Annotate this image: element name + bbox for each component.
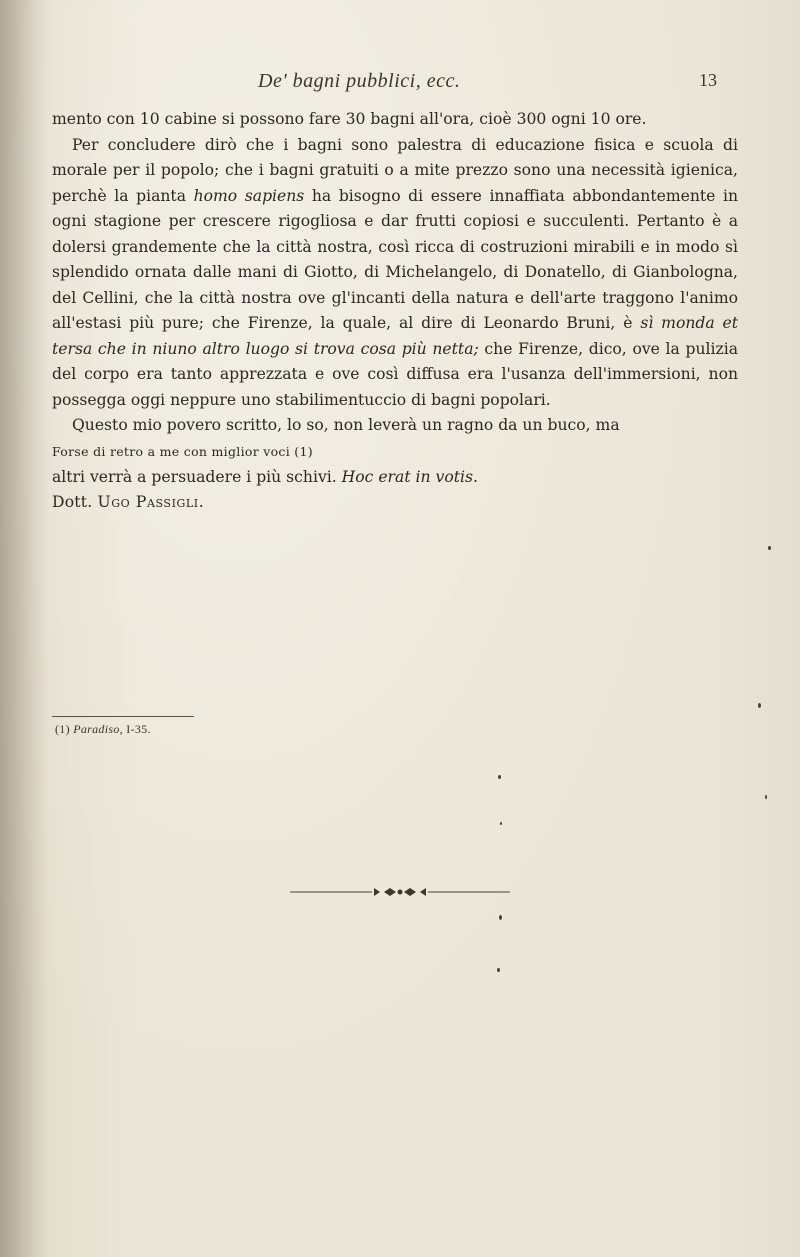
binding-shadow (0, 0, 48, 1257)
paper-speck (499, 915, 502, 920)
page-number: 13 (699, 70, 717, 90)
running-title: De' bagni pubblici, ecc. (258, 70, 461, 92)
paper-speck (500, 822, 502, 825)
paragraph-2-text-a: Per concludere dirò che i bagni sono palestra di educazione fisica e scuola di morale per il popolo; che i bagni gratuiti o a mite prezzo sono una necessità igienica, perchè la pianta (52, 135, 738, 205)
paragraph-1-text: mento con 10 cabine si possono fare 30 bagni all'ora, cioè 300 ogni 10 ore. (52, 110, 647, 128)
author-name: Ugo Passigli. (97, 493, 205, 511)
latin-phrase: Hoc erat in votis. (341, 467, 478, 486)
paper-speck (498, 775, 501, 779)
footnote-ref: I-35. (126, 722, 151, 736)
body-text (52, 107, 738, 516)
homo-sapiens-term: homo sapiens (193, 186, 305, 205)
footnote-source: Paradiso, (73, 722, 123, 736)
paper-speck (497, 968, 500, 972)
dante-verse (52, 439, 738, 465)
paragraph-2 (52, 133, 738, 414)
paragraph-4-text: altri verrà a persuadere i più schivi. (52, 467, 342, 486)
author-signature (52, 490, 738, 516)
bruni-quote: sì monda et tersa che in niuno altro luogo si trova cosa più netta; (52, 314, 738, 358)
paragraph-3-text: Questo mio povero scritto, lo so, non leverà un ragno da un buco, ma (72, 416, 620, 434)
paper-speck (765, 795, 767, 799)
page-header (0, 66, 800, 96)
paper-speck (758, 703, 761, 708)
paragraph-2-text-c: che Firenze, dico, ove la pulizia del corpo era tanto apprezzata e ove così diffusa era l'usanza dell'immersioni, non possegga oggi neppure uno stabilimentuccio di bagni popolari. (52, 339, 739, 409)
paragraph-1 (52, 107, 738, 133)
paragraph-3 (52, 413, 738, 439)
paragraph-2-text-b: ha bisogno di essere innaffiata abbondantemente in ogni stagione per crescere rigogliosa e dar frutti copiosi e succulenti. Pertanto è a dolersi grandemente che la città nostra, così ricca di costruzioni mirabili e in modo sì splendido ornata dalle mani di Giotto, di Michelangelo, di Donatello, di Gianbologna, del Cellini, che la città nostra ove gl'incanti della natura e dell'arte traggono l'animo all'estasi più pure; che Firenze, la quale, al dire di Leonardo Bruni, è (52, 186, 738, 332)
end-ornament-icon (290, 885, 510, 899)
paper-speck (768, 546, 771, 550)
footnote-rule (52, 716, 194, 717)
paragraph-4 (52, 465, 738, 491)
footnote-marker: (1) (55, 722, 70, 736)
dante-verse-text: Forse di retro a me con miglior voci (1) (52, 443, 313, 459)
footnote (55, 722, 151, 737)
signature-prefix: Dott. (52, 493, 98, 511)
